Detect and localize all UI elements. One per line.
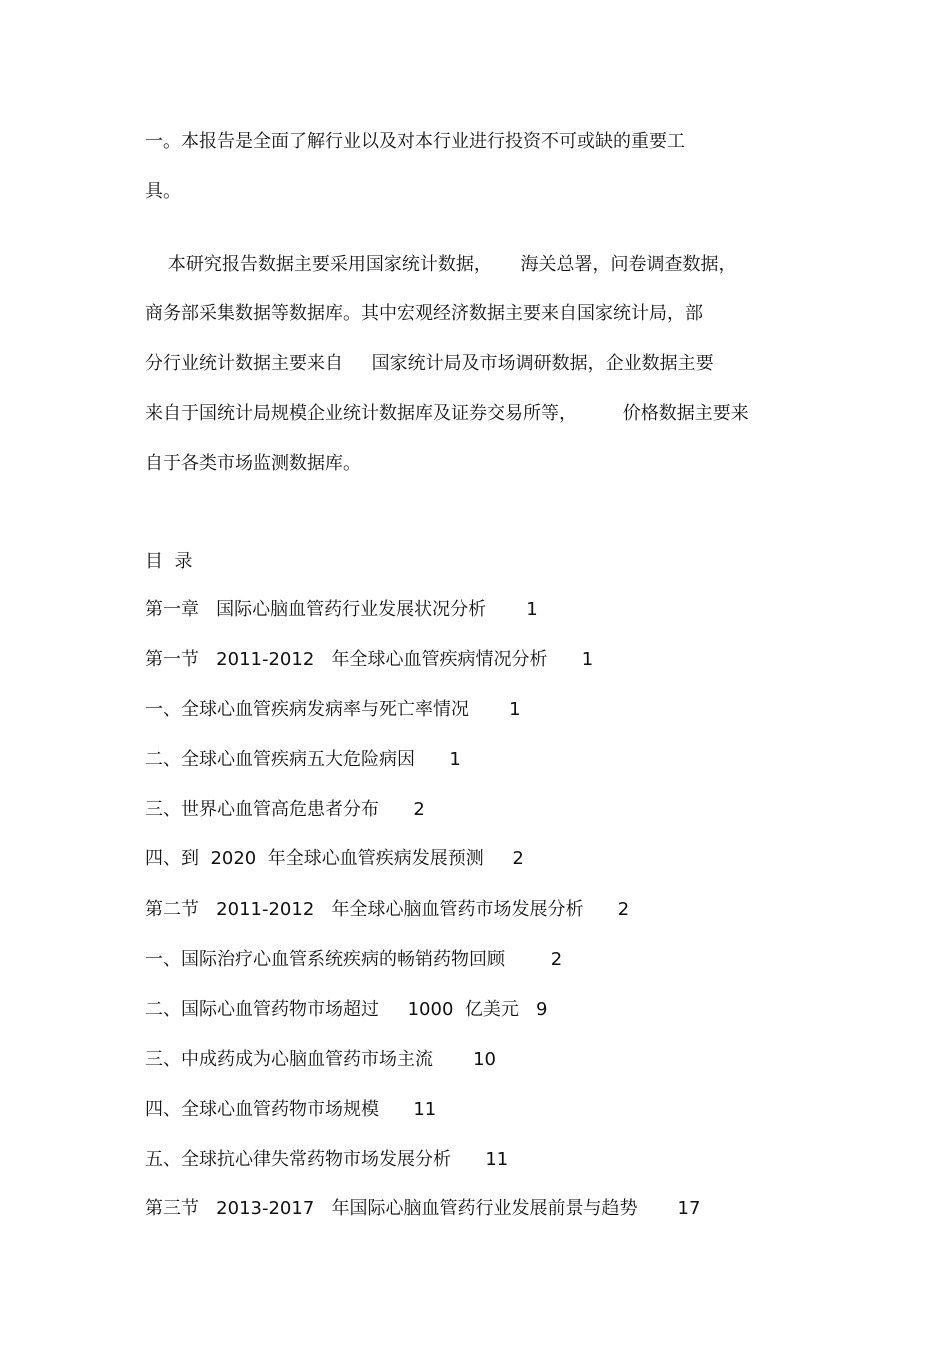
toc-page-number: 9 bbox=[536, 999, 548, 1020]
toc-entry-text: 四、到 2020 年全球心血管疾病发展预测 bbox=[145, 848, 484, 869]
toc-entry[interactable] bbox=[145, 998, 547, 1022]
toc-entry-text: 二、全球心血管疾病五大危险病因 bbox=[145, 749, 415, 770]
toc-page-number: 10 bbox=[473, 1049, 496, 1070]
toc-entry[interactable] bbox=[145, 1148, 508, 1172]
toc-entry-text: 三、中成药成为心脑血管药市场主流 bbox=[145, 1049, 433, 1070]
toc-page-number: 11 bbox=[413, 1099, 437, 1120]
toc-entry-text: 五、全球抗心律失常药物市场发展分析 bbox=[145, 1149, 451, 1170]
toc-entry[interactable] bbox=[145, 1048, 496, 1072]
toc-entry-text: 四、全球心血管药物市场规模 bbox=[145, 1099, 379, 1120]
toc-entry-text: 第一章 国际心脑血管药行业发展状况分析 bbox=[145, 599, 487, 620]
toc-entry-text: 二、国际心血管药物市场超过 1000 亿美元 bbox=[145, 999, 519, 1020]
toc-entry[interactable] bbox=[145, 598, 538, 622]
toc-entry[interactable] bbox=[145, 1098, 436, 1122]
toc-page-number: 2 bbox=[617, 899, 630, 920]
sources-line: 来自于国统计局规模企业统计数据库及证券交易所等， 价格数据主要来 bbox=[145, 403, 749, 424]
toc-entry-text: 一、全球心血管疾病发病率与死亡率情况 bbox=[145, 699, 469, 720]
toc-page-number: 2 bbox=[512, 848, 524, 869]
toc-title: 目 录 bbox=[145, 551, 193, 572]
toc-entry[interactable] bbox=[145, 648, 593, 672]
sources-line: 商务部采集数据等数据库。其中宏观经济数据主要来自国家统计局，部 bbox=[145, 303, 703, 324]
toc-entry[interactable] bbox=[145, 1197, 700, 1221]
toc-page-number: 1 bbox=[449, 749, 461, 770]
toc-page-number: 2 bbox=[413, 799, 425, 820]
toc-entry[interactable] bbox=[145, 798, 425, 822]
sources-line: 分行业统计数据主要来自 国家统计局及市场调研数据，企业数据主要 bbox=[145, 353, 714, 374]
toc-page-number: 1 bbox=[581, 649, 594, 670]
toc-entry[interactable] bbox=[145, 748, 461, 772]
toc-entry-text: 第一节 2011-2012 年全球心血管疾病情况分析 bbox=[145, 649, 548, 670]
toc-page-number: 1 bbox=[526, 599, 538, 620]
toc-page-number: 17 bbox=[677, 1198, 701, 1219]
toc-entry[interactable] bbox=[145, 948, 562, 972]
toc-entry-text: 一、国际治疗心血管系统疾病的畅销药物回顾 bbox=[145, 949, 505, 970]
toc-entry[interactable] bbox=[145, 898, 629, 922]
toc-entry-text: 第二节 2011-2012 年全球心脑血管药市场发展分析 bbox=[145, 899, 584, 920]
sources-line: 本研究报告数据主要采用国家统计数据， 海关总署，问卷调查数据， bbox=[145, 254, 737, 275]
toc-entry[interactable] bbox=[145, 698, 521, 722]
intro-line-1: 一。本报告是全面了解行业以及对本行业进行投资不可或缺的重要工 bbox=[145, 131, 685, 152]
toc-entry[interactable] bbox=[145, 847, 524, 871]
sources-line: 自于各类市场监测数据库。 bbox=[145, 453, 361, 474]
intro-line-2: 具。 bbox=[145, 181, 181, 202]
toc-page-number: 2 bbox=[550, 949, 563, 970]
toc-page-number: 1 bbox=[509, 699, 521, 720]
toc-entry-text: 第三节 2013-2017 年国际心脑血管药行业发展前景与趋势 bbox=[145, 1198, 638, 1219]
toc-page-number: 11 bbox=[485, 1149, 509, 1170]
toc-entry-text: 三、世界心血管高危患者分布 bbox=[145, 799, 379, 820]
